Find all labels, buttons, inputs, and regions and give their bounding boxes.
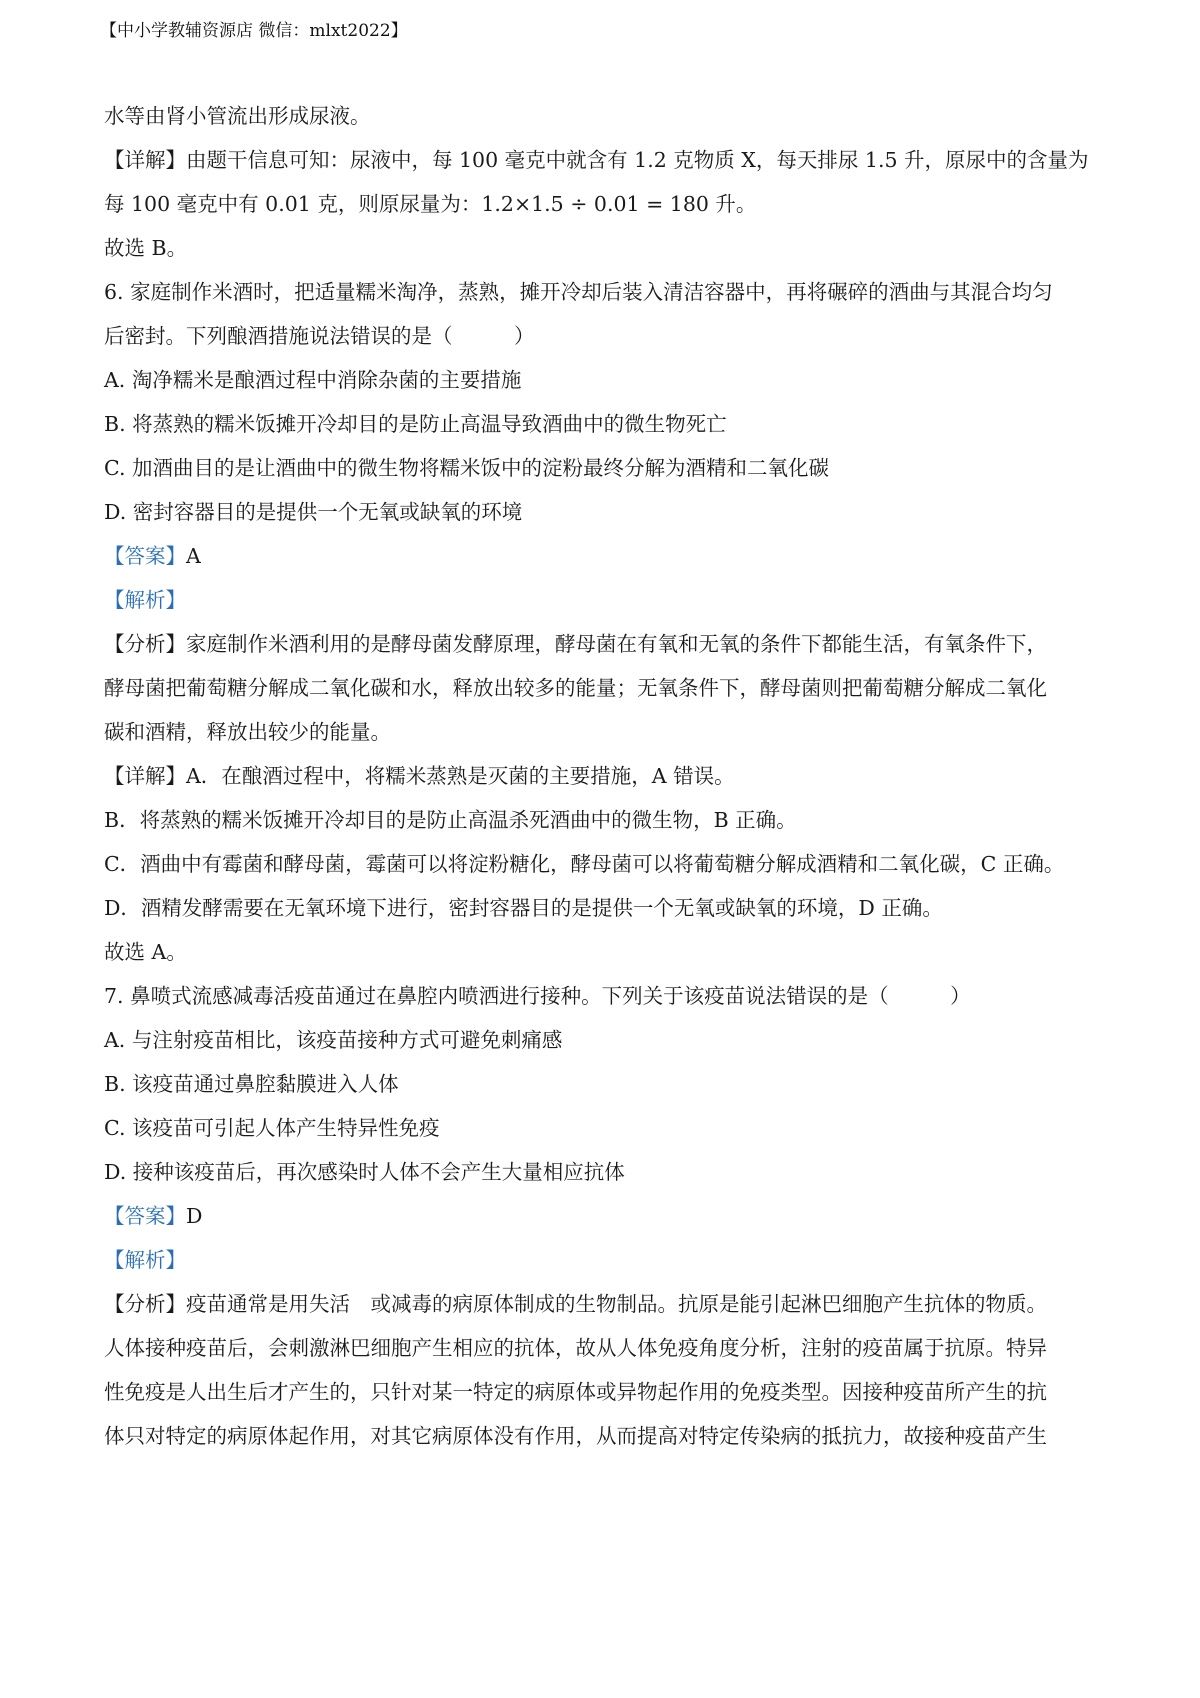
analysis-line: 【分析】疫苗通常是用失活 或减毒的病原体制成的生物制品。抗原是能引起淋巴细胞产生抗体的物质。 [104, 1292, 1047, 1316]
answer-line [104, 1194, 1104, 1238]
option-d: D. 密封容器目的是提供一个无氧或缺氧的环境 [104, 500, 523, 524]
detail-label: 【详解】 [104, 148, 186, 172]
option-b: B. 将蒸熟的糯米饭摊开冷却目的是防止高温导致酒曲中的微生物死亡 [104, 412, 727, 436]
question-stem: 6. 家庭制作米酒时，把适量糯米淘净，蒸熟，摊开冷却后装入清洁容器中，再将碾碎的酒曲与其混合均匀 [104, 280, 1053, 304]
answer-value: D [186, 1204, 203, 1228]
fenxi-label: 【分析】 [104, 632, 186, 656]
detail-line: D．酒精发酵需要在无氧环境下进行，密封容器目的是提供一个无氧或缺氧的环境，D 正确。 [104, 896, 943, 920]
option-b: B. 该疫苗通过鼻腔黏膜进入人体 [104, 1072, 399, 1096]
detail-line: 【详解】由题干信息可知：尿液中，每 100 毫克中就含有 1.2 克物质 X，每天排尿 1.5 升，原尿中的含量为 [104, 148, 1089, 172]
analysis-line: 体只对特定的病原体起作用，对其它病原体没有作用，从而提高对特定传染病的抵抗力，故接种疫苗产生 [104, 1424, 1047, 1448]
analysis-line: 【分析】家庭制作米酒利用的是酵母菌发酵原理，酵母菌在有氧和无氧的条件下都能生活，有氧条件下， [104, 632, 1047, 656]
option-d: D. 接种该疫苗后，再次感染时人体不会产生大量相应抗体 [104, 1160, 625, 1184]
choose-line: 故选 B。 [104, 236, 188, 260]
document-body [104, 94, 1104, 1458]
answer-label: 【答案】 [104, 1204, 186, 1228]
detail-line: 【详解】A．在酿酒过程中，将糯米蒸熟是灭菌的主要措施，A 错误。 [104, 764, 735, 788]
detail-label: 【详解】 [104, 764, 186, 788]
analysis-label: 【解析】 [104, 1248, 186, 1272]
detail-line: B．将蒸熟的糯米饭摊开冷却目的是防止高温杀死酒曲中的微生物，B 正确。 [104, 808, 797, 832]
page-header: 【中小学教辅资源店 微信：mlxt2022】 [100, 21, 408, 41]
question-stem: 后密封。下列酿酒措施说法错误的是（ ） [104, 324, 535, 348]
analysis-line: 性免疫是人出生后才产生的，只针对某一特定的病原体或异物起作用的免疫类型。因接种疫苗所产生的抗 [104, 1380, 1047, 1404]
paragraph-line: 水等由肾小管流出形成尿液。 [104, 104, 371, 128]
option-c: C. 加酒曲目的是让酒曲中的微生物将糯米饭中的淀粉最终分解为酒精和二氧化碳 [104, 456, 829, 480]
answer-label: 【答案】 [104, 544, 186, 568]
option-a: A. 与注射疫苗相比，该疫苗接种方式可避免刺痛感 [104, 1028, 563, 1052]
answer-line [104, 534, 1104, 578]
choose-line: 故选 A。 [104, 940, 187, 964]
option-c: C. 该疫苗可引起人体产生特异性免疫 [104, 1116, 440, 1140]
analysis-line: 酵母菌把葡萄糖分解成二氧化碳和水，释放出较多的能量；无氧条件下，酵母菌则把葡萄糖分解成二氧化 [104, 676, 1047, 700]
question-stem: 7. 鼻喷式流感减毒活疫苗通过在鼻腔内喷洒进行接种。下列关于该疫苗说法错误的是（ ） [104, 984, 971, 1008]
analysis-line: 人体接种疫苗后，会刺激淋巴细胞产生相应的抗体，故从人体免疫角度分析，注射的疫苗属于抗原。特异 [104, 1336, 1047, 1360]
detail-line: 每 100 毫克中有 0.01 克，则原尿量为：1.2×1.5 ÷ 0.01 = 180 升。 [104, 192, 757, 216]
detail-line: C．酒曲中有霉菌和酵母菌，霉菌可以将淀粉糖化，酵母菌可以将葡萄糖分解成酒精和二氧化碳，C 正确。 [104, 852, 1065, 876]
analysis-line: 碳和酒精，释放出较少的能量。 [104, 720, 391, 744]
answer-value: A [186, 544, 201, 568]
option-a: A. 淘净糯米是酿酒过程中消除杂菌的主要措施 [104, 368, 522, 392]
analysis-label: 【解析】 [104, 588, 186, 612]
fenxi-label: 【分析】 [104, 1292, 186, 1316]
